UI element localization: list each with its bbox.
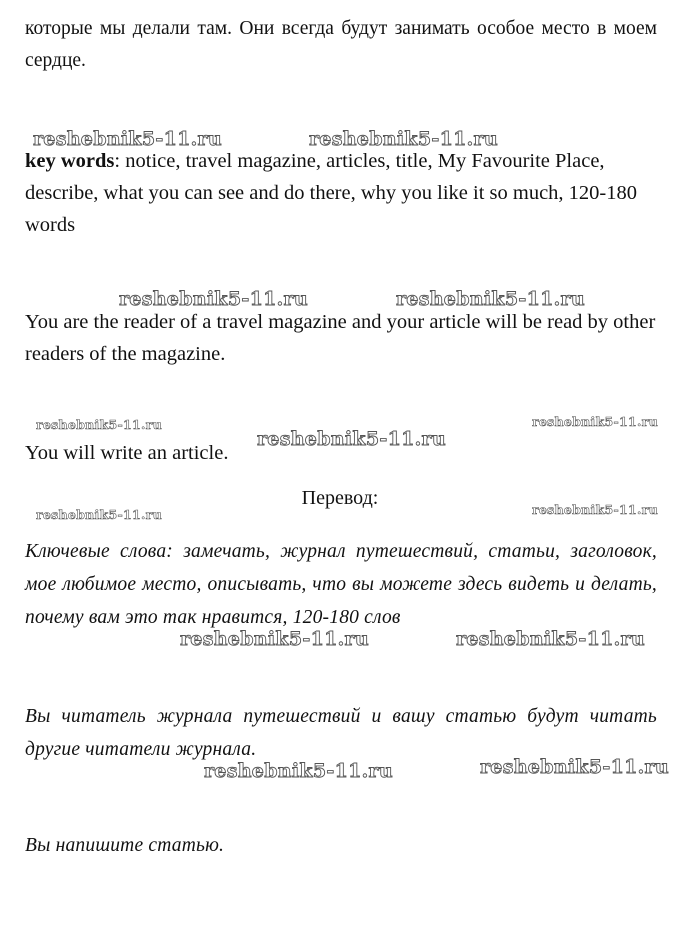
watermark: reshebnik5-11.ru [480, 756, 669, 778]
key-words-label: key words [25, 150, 115, 172]
watermark: reshebnik5-11.ru [33, 128, 222, 150]
translation-write-article: Вы напишите статью. [25, 835, 225, 856]
watermark: reshebnik5-11.ru [396, 288, 585, 310]
watermark: reshebnik5-11.ru [180, 628, 369, 650]
watermark: reshebnik5-11.ru [532, 502, 658, 517]
watermark: reshebnik5-11.ru [204, 760, 393, 782]
write-article-paragraph: You will write an article. [25, 442, 229, 464]
translation-key-words: Ключевые слова: замечать, журнал путешествий, статьи, заголовок, мое любимое место, описывать, что вы можете здесь видеть и делать, почему вам это так нравится, 120-180 слов [25, 541, 657, 628]
translation-task: Вы читатель журнала путешествий и вашу статью будут читать другие читатели журнала. [25, 706, 657, 760]
translation-title: Перевод: [301, 487, 379, 509]
watermark: reshebnik5-11.ru [456, 628, 645, 650]
watermark: reshebnik5-11.ru [309, 128, 498, 150]
watermark: reshebnik5-11.ru [119, 288, 308, 310]
paragraph-intro: которые мы делали там. Они всегда будут занимать особое место в моем сердце. [25, 18, 657, 71]
key-words-paragraph [25, 145, 657, 241]
watermark: reshebnik5-11.ru [36, 417, 162, 432]
watermark: reshebnik5-11.ru [36, 507, 162, 522]
watermark: reshebnik5-11.ru [532, 414, 658, 429]
task-paragraph: You are the reader of a travel magazine and your article will be read by other readers of the magazine. [25, 311, 656, 365]
key-words-text: : notice, travel magazine, articles, title, My Favourite Place, describe, what you can see and do there, why you like it so much, 120-180 words [25, 150, 637, 236]
watermark: reshebnik5-11.ru [257, 428, 446, 450]
